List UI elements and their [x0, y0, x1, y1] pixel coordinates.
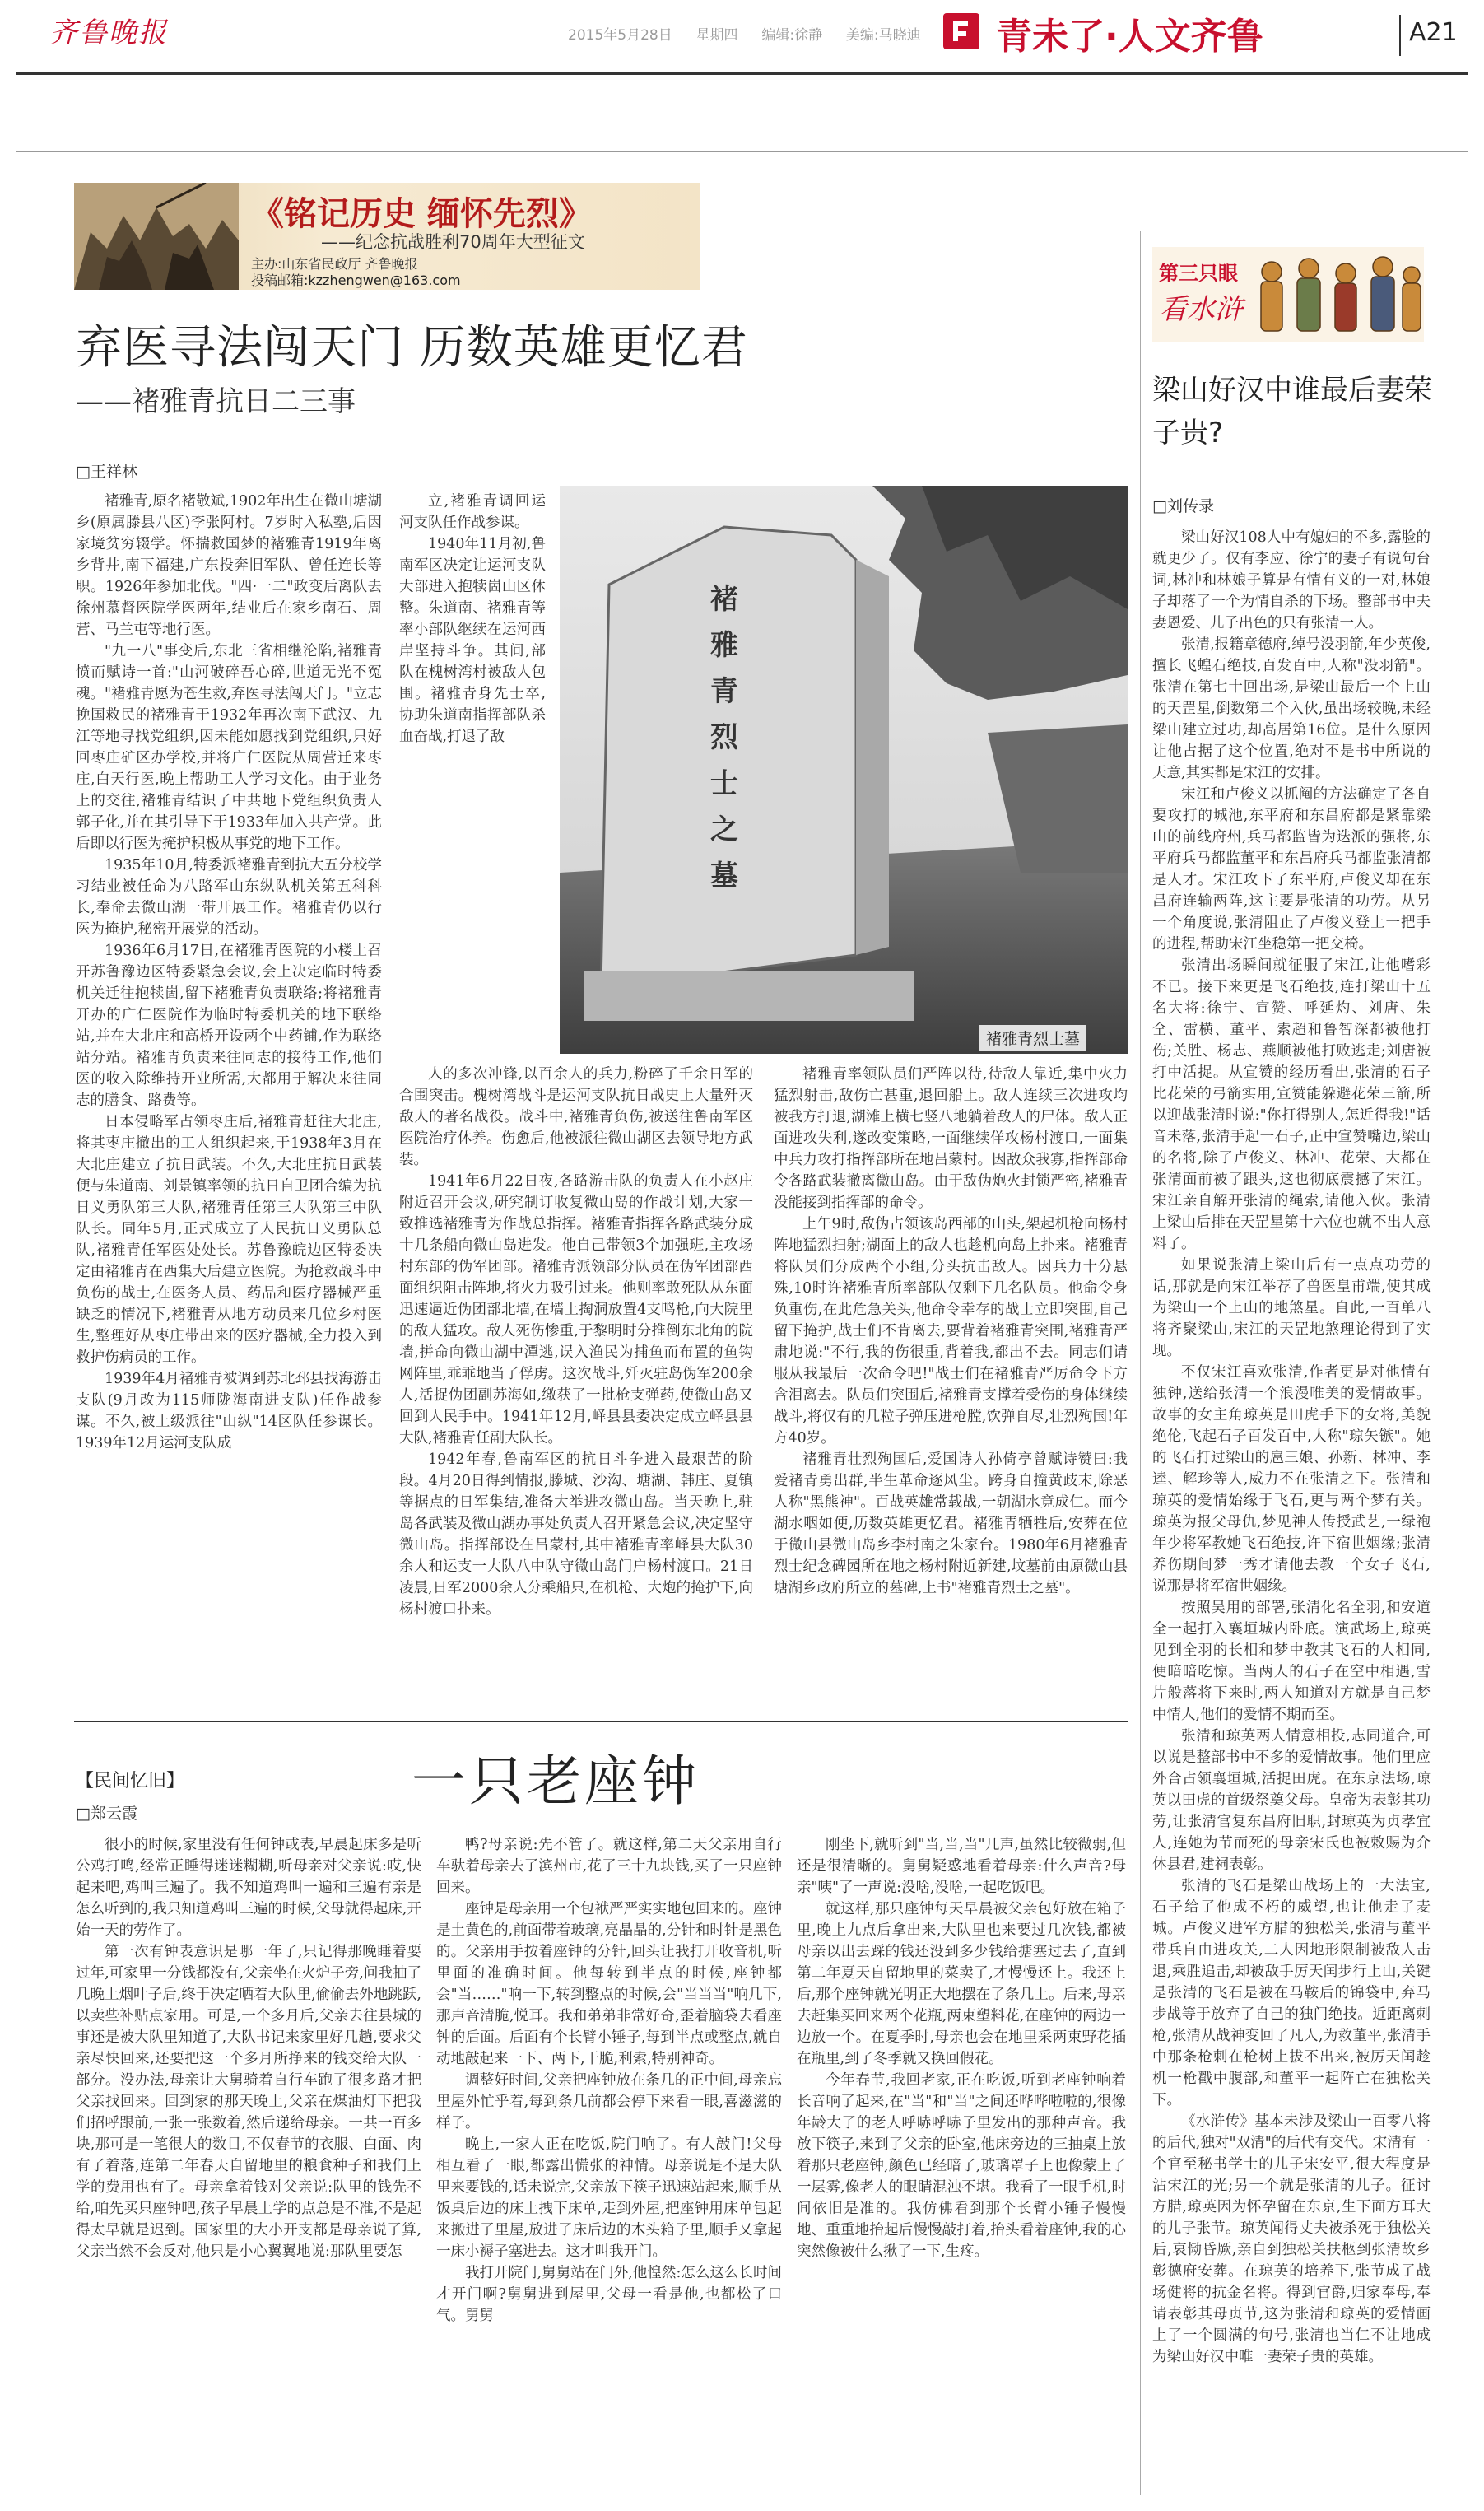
masthead-logo	[49, 10, 198, 48]
article1-subtitle	[76, 379, 356, 419]
article1-column-3	[774, 1064, 1128, 1689]
paragraph: 第一次有钟表意识是哪一年了,只记得那晚睡着要过年,可家里一分钱都没有,父亲坐在火炉子旁,问我抽了几晚上烟叶子后,终于决定晒着大队里,偷偷去外地跳跃,以卖些补贴点家用。可是,一个多月后,父亲去往县城的事还是被大队里知道了,大队书记来家里好几趟,要求父亲尽快回来,还要把这一个多月所挣来的钱交给大队一部分。没办法,母亲让大舅骑着自行车跑了很多路才把父亲找回来。回到家的那天晚上,父亲在煤油灯下把我们招呼跟前,一张一张数着,然后递给母亲。一共一百多块,那可是一笔很大的数目,不仅春节的衣服、白面、肉有了着落,连第二年春天自留地里的粮食种子和我们上学的费用也有了。母亲拿着钱对父亲说:队里的钱先不给,咱先买只座钟吧,孩子早晨上学的点总是不准,不是起得太早就是迟到。国家里的大小开支都是母亲说了算,父亲当然不会反对,他只是小心翼翼地说:那队里要怎	[76, 1944, 421, 2260]
article2-column-1	[76, 1834, 421, 2493]
banner-sponsors-text: 主办:山东省民政厅 齐鲁晚报	[251, 256, 418, 272]
paragraph: 调整好时间,父亲把座钟放在条几的正中间,母亲忘里屋外忙乎着,每到条几前都会停下来看一眼,喜滋滋的样子。	[436, 2072, 782, 2131]
article1-title	[76, 311, 748, 377]
tomb-inscription	[708, 576, 741, 899]
photo-caption-text: 褚雅青烈士墓	[986, 1030, 1081, 1048]
masthead-rule	[16, 72, 1468, 75]
section-title	[996, 7, 1263, 59]
banner-subtitle	[321, 229, 585, 254]
article1-title-text: 弃医寻法闯天门 历数英雄更忆君	[76, 321, 748, 375]
banner-subtitle-text: ——纪念抗战胜利70周年大型征文	[321, 232, 585, 252]
paragraph: 上午9时,敌伪占领该岛西部的山头,架起机枪向杨村阵地猛烈扫射;湖面上的敌人也趁机向岛上扑来。褚雅青将队员们分成两个小组,分头抗击敌人。因兵力十分悬殊,10时许褚雅青所率部队仅剩下几名队员。他命令身负重伤,在此危急关头,他命令幸存的战士立即突围,自己留下掩护,战士们不肯离去,要背着褚雅青突围,褚雅青严肃地说:"不行,我的伤很重,背着我,都出不去。同志们请服从我最后一次命令吧!"战士们在褚雅青严厉命令下方含泪离去。队员们突围后,褚雅青支撑着受伤的身体继续战斗,将仅有的几粒子弹压进枪膛,饮弹自尽,壮烈殉国!年方40岁。	[774, 1216, 1128, 1447]
tomb-inscription-text: 褚雅青烈士之墓	[710, 583, 738, 892]
sidebar-logo-line1	[1159, 257, 1238, 286]
designer-credit: 美编:马晓迪	[845, 27, 921, 44]
heroes-illustration	[1251, 247, 1424, 342]
sidebar-title	[1152, 369, 1432, 454]
paragraph: 张清,报籍章德府,绰号没羽箭,年少英俊,擅长飞蝗石绝技,百发百中,人称"没羽箭"。张清在第七十回出场,是梁山最后一个上山的天罡星,倒数第二个入伙,虽出场较晚,未经梁山建立过功,却高居第16位。是什么原因让他占据了这个位置,绝对不是书中所说的天意,其实都是宋江的安排。	[1152, 636, 1431, 781]
tomb-photo	[560, 486, 1128, 1054]
banner-email	[251, 270, 461, 289]
paragraph: 褚雅青,原名褚敬斌,1902年出生在微山塘湖乡(原属滕县八区)李张阿村。7岁时入私塾,后因家境贫穷辍学。怀揣救国梦的褚雅青1919年离乡背井,南下福建,广东投奔旧军队、曾任连长等职。1926年参加北伐。"四·一二"政变后离队去徐州慕督医院学医两年,结业后在家乡南石、周营、马兰屯等地行医。	[76, 493, 382, 638]
essay-contest-banner	[74, 183, 700, 290]
paragraph: "九一八"事变后,东北三省相继沦陷,褚雅青愤而赋诗一首:"山河破碎吾心碎,世道无光不冤魂。"褚雅青愿为苍生救,弃医寻法闯天门。"立志挽国救民的褚雅青于1932年再次南下武汉、九江等地寻找党组织,因未能如愿找到党组织,只好回枣庄矿区办学校,并将广仁医院从周营迁来枣庄,白天行医,晚上帮助工人学习文化。由于业务上的交往,褚雅青结识了中共地下党组织负责人郭子化,并在其引导下于1933年加入共产党。此后即以行医为掩护积极从事党的地下工作。	[76, 643, 382, 852]
banner-email-text: 投稿邮箱:kzzhengwen@163.com	[251, 273, 461, 288]
article2-byline	[76, 1801, 137, 1824]
masthead-logo-text: 齐鲁晚报	[49, 16, 168, 49]
paragraph: 今年春节,我回老家,正在吃饭,听到老座钟响着长音响了起来,在"当"和"当"之间还哗哗啦啦的,很像年龄大了的老人呼哧呼哧子里发出的那种声音。我放下筷子,来到了父亲的卧室,他床旁边的三抽桌上放着那只老座钟,颜色已经暗了,玻璃罩子上也像蒙上了一层雾,像老人的眼睛混浊不堪。我看了一眼手机,时间依旧是准的。我仿佛看到那个长臂小锤子慢慢地、重重地抬起后慢慢敲打着,抬头看着座钟,我的心突然像被什么揪了一下,生疼。	[797, 2072, 1126, 2260]
paragraph: 按照吴用的部署,张清化名全羽,和安道全一起打入襄垣城内卧底。演武场上,琼英见到全羽的长相和梦中教其飞石的人相同,便暗暗吃惊。当两人的石子在空中相遇,雪片般落将下来时,两人知道对方就是自己梦中情人,他们的爱情不期而至。	[1152, 1600, 1431, 1723]
section-icon	[943, 13, 979, 49]
article2-column-3	[797, 1834, 1126, 2493]
issue-weekday: 星期四	[695, 27, 738, 44]
paragraph: 如果说张清上梁山后有一点点功劳的话,那就是向宋江举荐了兽医皇甫端,使其成为梁山一个上山的地煞星。自此,一百单八将齐聚梁山,宋江的天罡地煞理论得到了实现。	[1152, 1257, 1431, 1359]
paragraph: 1935年10月,特委派褚雅青到抗大五分校学习结业被任命为八路军山东纵队机关第五科科长,奉命去微山湖一带开展工作。褚雅青仍以行医为掩护,秘密开展党的活动。	[76, 857, 382, 938]
sidebar-column-logo	[1152, 247, 1424, 342]
section-title-text: 青未了·人文齐鲁	[996, 16, 1263, 58]
paragraph: 刚坐下,就听到"当,当,当"几声,虽然比较微弱,但还是很清晰的。舅舅疑惑地看着母亲:什么声音?母亲"咦"了一声说:没啥,没啥,一起吃饭吧。	[797, 1837, 1126, 1896]
paragraph: 晚上,一家人正在吃饭,院门响了。有人敲门!父母相互看了一眼,都露出慌张的神情。母亲说是不是大队里来要钱的,话未说完,父亲放下筷子迅速站起来,顺手从饭桌后边的床上拽下床单,走到外屋,把座钟用床单包起来搬进了里屋,放进了床后边的木头箱子里,顺手又拿起一床小褥子塞进去。这才叫我开门。	[436, 2136, 782, 2260]
paragraph: 不仅宋江喜欢张清,作者更是对他情有独钟,送给张清一个浪漫唯美的爱情故事。故事的女主角琼英是田虎手下的女将,美貌绝伦,飞起石子百发百中,人称"琼矢镞"。她的飞石打过梁山的扈三娘、孙新、林冲、李逵、解珍等人,威力不在张清之下。张清和琼英的爱情始缘于飞石,更与两个梦有关。琼英为报父母仇,梦见神人传授武艺,一绿袍年少将军教她飞石绝技,许下宿世姻缘;张清养伤期间梦一秀才请他去教一个女子飞石,说那是将军宿世姻缘。	[1152, 1364, 1431, 1595]
sidebar-divider	[1140, 231, 1141, 2495]
paragraph: 鸭?母亲说:先不管了。就这样,第二天父亲用自行车驮着母亲去了滨州市,花了三十九块钱,买了一只座钟回来。	[436, 1837, 782, 1896]
issue-date: 2015年5月28日	[568, 27, 672, 44]
page-number	[1409, 18, 1458, 47]
editor-credit: 编辑:徐静	[761, 27, 823, 44]
article1-column-1	[76, 491, 382, 1689]
paragraph: 1941年6月22日夜,各路游击队的负责人在小赵庄附近召开会议,研究制订收复微山岛的作战计划,大家一致推选褚雅青为作战总指挥。褚雅青指挥各路武装分成十几条船向微山岛进发。他自己带领3个加强班,主攻场村东部的伪军团部。褚雅青派领部分队员在伪军团部西面组织阻击阵地,将火力吸引过来。他则率敢死队从东面迅速逼近伪团部北墙,在墙上掏洞放置4支鸣枪,向大院里的敌人猛攻。敌人死伤惨重,于黎明时分推倒东北角的院墙,拼命向微山湖中潭逃,误入渔民为捕鱼而布置的鱼钩网阵里,乖乖地当了俘虏。这次战斗,歼灭驻岛伪军200余人,活捉伪团副苏海如,缴获了一批枪支弹药,使微山岛又回到人民手中。1941年12月,峄县县委决定成立峄县县大队,褚雅青任副大队长。	[399, 1173, 753, 1447]
article1-subtitle-text: ——褚雅青抗日二三事	[76, 385, 356, 418]
sidebar-byline	[1152, 494, 1214, 516]
paragraph: 我打开院门,舅舅站在门外,他惶然:怎么这么长时间才开门啊?舅舅进到屋里,父母一看是他,也都松了口气。舅舅	[436, 2265, 782, 2324]
tomb-photo-graphic	[560, 486, 1128, 1054]
sidebar-title-text: 梁山好汉中谁最后妻荣子贵?	[1152, 374, 1432, 450]
article2-title	[412, 1737, 700, 1815]
banner-title-text: 《铭记历史 缅怀先烈》	[251, 194, 592, 233]
sidebar-logo-line2-text: 看水浒	[1159, 293, 1243, 326]
paragraph: 《水浒传》基本未涉及梁山一百零八将的后代,独对"双清"的后代有交代。宋清有一个官至秘书学士的儿子宋安平,很大程度是沾宋江的光;另一个就是张清的儿子。征讨方腊,琼英因为怀孕留在东京,生下面方耳大的儿子张节。琼英闻得丈夫被杀死于独松关后,哀恸昏厥,亲自到独松关扶柩到张清故乡彰德府安葬。在琼英的培养下,张节成了战场健将的抗金名将。得到官爵,归家奉母,奉请表彰其母贞节,这为张清和琼英的爱情画上了一个圆满的句号,张清也当仁不让地成为梁山好汉中唯一妻荣子贵的英雄。	[1152, 2113, 1431, 2365]
article1-column-2-bottom	[399, 1064, 753, 1689]
paragraph: 日本侵略军占领枣庄后,褚雅青赶往大北庄,将其枣庄撤出的工人组织起来,于1938年3月在大北庄建立了抗日武装。不久,大北庄抗日武装便与朱道南、刘景镇率领的抗日自卫团合编为抗日义勇队第三大队,褚雅青任第三大队第三中队队长。同年5月,正式成立了人民抗日义勇队总队,褚雅青任军医处处长。苏鲁豫皖边区特委决定由褚雅青在西集大后建立医院。为抢救战斗中负伤的战士,在医务人员、药品和医疗器械严重缺乏的情况下,褚雅青从地方动员来几位乡村医生,整理好从枣庄带出来的医疗器械,全力投入到救护伤病员的工作。	[76, 1114, 382, 1366]
sidebar-body	[1152, 527, 1431, 2495]
article1-author: □王祥林	[76, 463, 137, 481]
paragraph: 1940年11月初,鲁南军区决定让运河支队大部进入抱犊崮山区休整。朱道南、褚雅青等率小部队继续在运河西岸坚持斗争。其间,部队在槐树湾村被敌人包围。褚雅青身先士卒,协助朱道南指挥部队杀血奋战,打退了敌	[399, 536, 546, 745]
paragraph: 梁山好汉108人中有媳妇的不多,露脸的就更少了。仅有李应、徐宁的妻子有说句台词,林冲和林娘子算是有情有义的一对,林娘子却落了一个为情自杀的下场。整部书中夫妻恩爱、儿子出色的只有张清一人。	[1152, 529, 1431, 631]
paragraph: 褚雅青率领队员们严阵以待,待敌人靠近,集中火力猛烈射击,敌伤亡甚重,退回船上。敌人连续三次进攻均被我方打退,湖滩上横七竖八地躺着敌人的尸体。敌人正面进攻失利,遂改变策略,一面继续佯攻杨村渡口,一面集中兵力攻打指挥部所在地吕蒙村。因敌众我寡,指挥部命令各路武装撤离微山岛。由于敌伪炮火封锁严密,褚雅青没能接到指挥部的命令。	[774, 1066, 1128, 1211]
paragraph: 宋江和卢俊义以抓阄的方法确定了各自要攻打的城池,东平府和东昌府都是紧靠梁山的前线府州,兵马都监皆为迭派的强将,东平府兵马都监董平和东昌府兵马都监张清都是人才。宋江攻下了东平府,卢俊义却在东昌府连输两阵,这主要是张清的功劳。从另一个角度说,张清阻止了卢俊义登上一把手的进程,帮助宋江坐稳第一把交椅。	[1152, 786, 1431, 953]
page-number-divider	[1399, 15, 1401, 56]
paragraph: 座钟是母亲用一个包袱严严实实地包回来的。座钟是土黄色的,前面带着玻璃,亮晶晶的,分针和时针是黑色的。父亲用手按着座钟的分针,回头让我打开收音机,听里面的准确时间。他每转到半点的时候,座钟都会"当……"响一下,转到整点的时候,会"当当当"响几下,那声音清脆,悦耳。我和弟弟非常好奇,歪着脑袋去看座钟的后面。后面有个长臂小锤子,每到半点或整点,就自动地敲起来一下、两下,干脆,利索,特别神奇。	[436, 1901, 782, 2067]
banner-title	[251, 188, 592, 235]
soldiers-illustration	[74, 183, 239, 290]
article1-column-2-top	[399, 491, 546, 1047]
paragraph: 1936年6月17日,在褚雅青医院的小楼上召开苏鲁豫边区特委紧急会议,会上决定临时特委机关迁往抱犊崮,留下褚雅青负责联络;将褚雅青开办的广仁医院作为临时特委机关的地下联络站,并在大北庄和高桥开设两个中药铺,作为联络站分站。褚雅青负责来往同志的接待工作,他们医的收入除维持开业所需,大都用于解决来往同志的膳食、路费等。	[76, 943, 382, 1109]
masthead-meta	[568, 23, 921, 44]
paragraph: 就这样,那只座钟每天早晨被父亲包好放在箱子里,晚上九点后拿出来,大队里也来要过几次钱,都被母亲以出去踩的钱还没到多少钱给搪塞过去了,直到第二年夏天自留地里的菜卖了,才慢慢还上。我还上后,那个座钟就光明正大地摆在了条几上。后来,母亲去赶集买回来两个花瓶,两束塑料花,在座钟的两边一边放一个。在夏季时,母亲也会在地里采两束野花插在瓶里,到了冬季就又换回假花。	[797, 1901, 1126, 2067]
sidebar-author: □刘传录	[1152, 497, 1214, 515]
masthead-rule-thin	[16, 151, 1468, 152]
article2-column-2	[436, 1834, 782, 2493]
article2-column-label-text: 【民间忆旧】	[76, 1771, 185, 1791]
paragraph: 1939年4月褚雅青被调到苏北邳县找海游击支队(9月改为115师陇海南进支队)任作战参谋。不久,被上级派往"山纵"14区队任参谋长。1939年12月运河支队成	[76, 1371, 382, 1451]
paragraph: 褚雅青壮烈殉国后,爱国诗人孙倚亭曾赋诗赞曰:我爱褚青勇出群,半生革命逐风尘。跨身自撞黄歧末,除恶人称"黑熊神"。百战英雄常载战,一朝湖水竟成仁。而今湖水咽如便,历数英雄更忆君。褚雅青牺牲后,安葬在位于微山县微山岛乡李村南之朱家台。1980年6月褚雅青烈士纪念碑园所在地之杨村附近新建,坟墓前由原微山县塘湖乡政府所立的墓碑,上书"褚雅青烈士之墓"。	[774, 1451, 1128, 1596]
article2-title-text: 一只老座钟	[412, 1749, 700, 1813]
paragraph: 张清的飞石是梁山战场上的一大法宝,石子给了他成不朽的威望,也让他走了麦城。卢俊义进军方腊的独松关,张清与董平带兵自由进攻关,二人因地形限制被敌人击退,乘胜追击,却被敌手厉天闰步行上山,关键是张清的飞石是被在马鞍后的锦袋中,弃马步战等于放弃了自己的独门绝技。近距离刺枪,张清从战神变回了凡人,为救董平,张清手中那条枪刺在枪树上拔不出来,被厉天闰趁机一枪戳中腹部,和董平一起阵亡在独松关下。	[1152, 1878, 1431, 2108]
sidebar-logo-line1-text: 第三只眼	[1159, 262, 1238, 285]
paragraph: 张清和琼英两人情意相投,志同道合,可以说是整部书中不多的爱情故事。他们里应外合占领襄垣城,活捉田虎。在东京法场,琼英以田虎的首级祭奠父母。皇帝为表彰其功劳,让张清官复东昌府旧职,封琼英为贞孝宜人,连她为节而死的母亲宋氏也被敕赐为介休县君,建祠表彰。	[1152, 1728, 1431, 1873]
article2-author: □郑云霞	[76, 1805, 137, 1823]
section-divider	[74, 1721, 1128, 1722]
paragraph: 1942年春,鲁南军区的抗日斗争进入最艰苦的阶段。4月20日得到情报,滕城、沙沟、塘湖、韩庄、夏镇等据点的日军集结,准备大举进攻微山岛。当天晚上,驻岛各武装及微山湖办事处负责人召开紧急会议,决定坚守微山岛。指挥部设在吕蒙村,其中褚雅青率峄县大队30余人和运支一大队八中队守微山岛门户杨村渡口。21日凌晨,日军2000余人分乘船只,在机枪、大炮的掩护下,向杨村渡口扑来。	[399, 1451, 753, 1618]
paragraph: 张清出场瞬间就征服了宋江,让他嗜彩不已。接下来更是飞石绝技,连打梁山十五名大将:徐宁、宣赞、呼延灼、刘唐、朱仝、雷横、董平、索超和鲁智深都被他打伤;关胜、杨志、燕顺被他打败逃走;刘唐被打中活捉。从宣赞的经历看出,张清的石子比花荣的弓箭实用,宣赞能躲避花荣三箭,所以迎战张清时说:"你打得别人,怎近得我!"话音未落,张清手起一石子,正中宣赞嘴边,梁山的名将,除了卢俊义、林冲、花荣、大都在张清面前被了跟头,这也彻底震撼了宋江。宋江亲自解开张清的绳索,请他入伙。张清上梁山后排在天罡星第十六位也就不出人意料了。	[1152, 957, 1431, 1252]
paragraph: 很小的时候,家里没有任何钟或表,早晨起床多是听公鸡打鸣,经常正睡得迷迷糊糊,听母亲对父亲说:哎,快起来吧,鸡叫三遍了。我不知道鸡叫一遍和三遍有亲是怎么听到的,我只知道鸡叫三遍的时候,父母就得起床,开始一天的劳作了。	[76, 1837, 421, 1939]
paragraph: 立,褚雅青调回运河支队任作战参谋。	[399, 493, 546, 531]
photo-caption	[979, 1025, 1086, 1051]
page-number-text: A21	[1409, 18, 1458, 47]
sidebar-logo-line2	[1159, 287, 1243, 327]
paragraph: 人的多次冲锋,以百余人的兵力,粉碎了千余日军的合围突击。槐树湾战斗是运河支队抗日战史上大量歼灭敌人的著名战役。战斗中,褚雅青负伤,被送往鲁南军区医院治疗休养。伤愈后,他被派往微山湖区去领导地方武装。	[399, 1066, 753, 1168]
article1-byline	[76, 459, 137, 482]
article2-column-label	[76, 1767, 184, 1792]
